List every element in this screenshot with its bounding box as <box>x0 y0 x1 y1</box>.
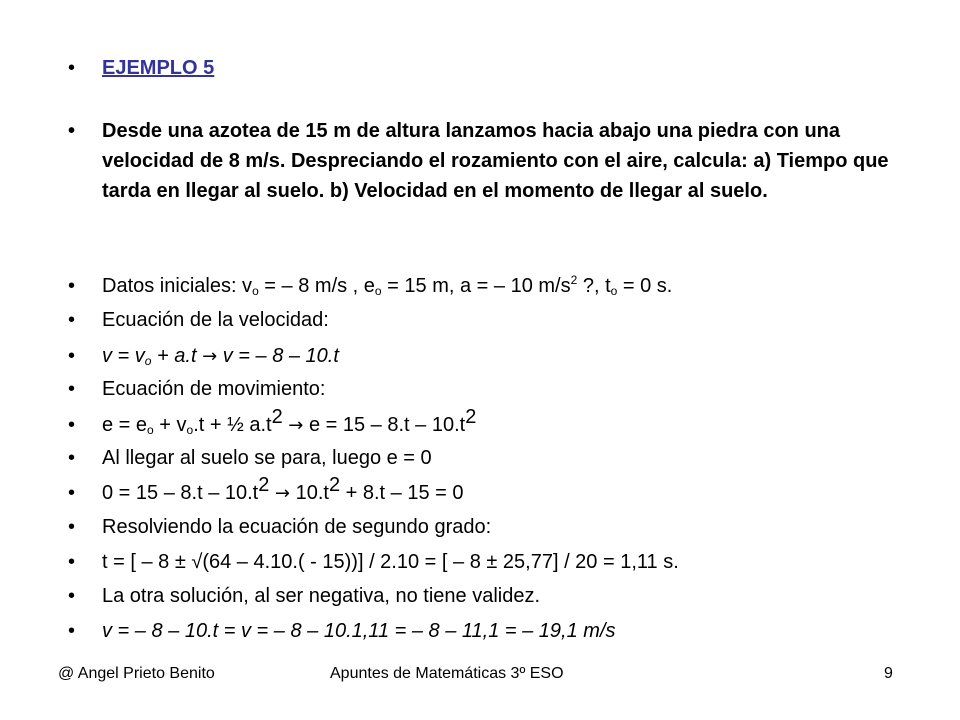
bullet: • <box>68 275 76 297</box>
initial-data-text: Datos iniciales: $v_o$ = – 8 m/s , $e_o = 15$ m, a = – 10 $m/s^2$ ?, $t_o = 0$ s. <box>102 273 673 298</box>
velocity-eq-heading: Ecuación de la velocidad: <box>102 309 329 331</box>
bullet: • <box>68 482 76 504</box>
bullet: • <box>68 120 76 142</box>
final-velocity-text: v = – 8 – 10.t = v = – 8 – 10.1,11 = – 8 – 11,1 = – 19,1 m/s <box>102 620 616 642</box>
bullet: • <box>68 378 76 400</box>
problem-text: Desde una azotea de 15 m de altura lanzamos hacia abajo una piedra con una velocidad de 8 m/s. Despreciando el rozamiento con el aire, calcula: a) Tiempo que tarda en llegar al suelo. b) Velocidad en el momento de llegar al suelo. <box>102 120 889 202</box>
bullet: • <box>68 516 76 538</box>
bullet: • <box>68 345 76 367</box>
solution-text: t = [ – 8 ± √(64 – 4.10.( - 15))] / 2.10 = [ – 8 ± 25,77] / 20 = 1,11 s. <box>102 551 679 573</box>
bullet: • <box>68 585 76 607</box>
bullet: • <box>68 447 76 469</box>
bullet: • <box>68 414 76 436</box>
velocity-eq: $v = v_o + a.t \to v$ = – 8 – 10.t <box>102 345 339 368</box>
ground-condition: Al llegar al suelo se para, luego e = 0 <box>102 447 432 469</box>
bullet: • <box>68 551 76 573</box>
solving-text: Resolviendo la ecuación de segundo grado: <box>102 516 492 538</box>
slide-title[interactable]: EJEMPLO 5 <box>102 57 215 79</box>
arrow-right-icon: → <box>288 415 304 436</box>
quadratic-eq: $0 = 15 - 8.t - 10.t^2 \to 10.t^2 + 8.t - 15 = 0$ <box>102 474 464 504</box>
footer-course: Apuntes de Matemáticas 3º ESO <box>330 665 564 682</box>
motion-eq-heading: Ecuación de movimiento: <box>102 378 326 400</box>
motion-eq: $e = e_o + v_o.t$ + ½ $a.t^2 \to e = 15 - 8.t - 10.t^2$ <box>102 406 477 437</box>
arrow-right-icon: → <box>274 483 291 504</box>
arrow-right-icon: → <box>202 346 218 367</box>
bullet: • <box>68 620 76 642</box>
bullet: • <box>68 57 76 79</box>
other-solution-text: La otra solución, al ser negativa, no tiene validez. <box>102 585 541 607</box>
footer-author: @ Angel Prieto Benito <box>58 665 215 682</box>
bullet: • <box>68 309 76 331</box>
footer-page-number: 9 <box>884 665 893 682</box>
